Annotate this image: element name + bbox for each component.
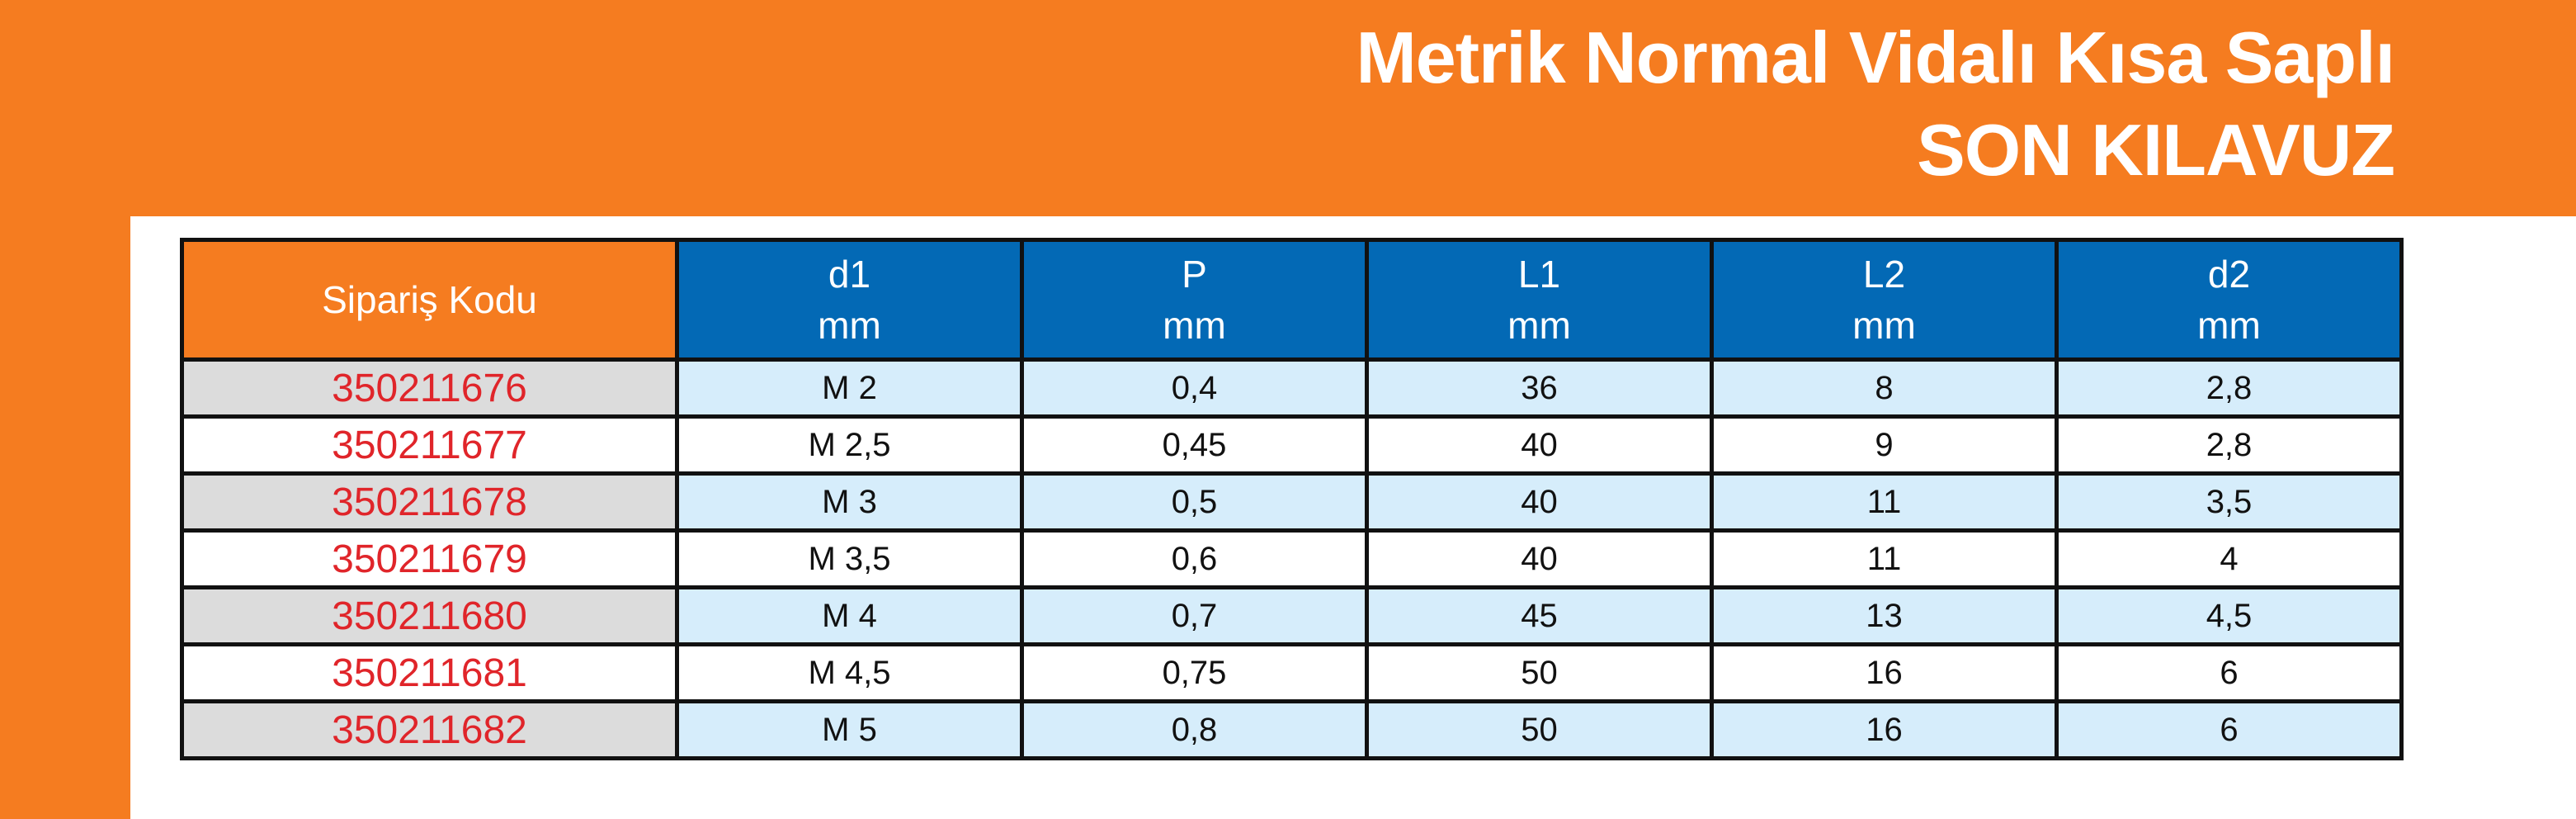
column-header-l2 [1712, 240, 2057, 360]
l2-cell: 16 [1712, 645, 2057, 702]
table-row [182, 702, 2402, 759]
p-cell: 0,45 [1022, 417, 1367, 474]
p-cell: 0,8 [1022, 702, 1367, 759]
table-header-row [182, 240, 2402, 360]
l1-cell: 40 [1367, 531, 1712, 588]
table-row [182, 474, 2402, 531]
d2-cell: 3,5 [2057, 474, 2402, 531]
order-code-cell: 350211679 [182, 531, 677, 588]
column-header-unit: mm [1163, 304, 1226, 347]
table-row [182, 588, 2402, 645]
p-cell: 0,75 [1022, 645, 1367, 702]
l1-cell: 45 [1367, 588, 1712, 645]
column-header-d1 [677, 240, 1022, 360]
title-line-1: Metrik Normal Vidalı Kısa Saplı [1356, 17, 2394, 98]
p-cell: 0,4 [1022, 360, 1367, 417]
title-block [1356, 12, 2395, 196]
d1-cell: M 5 [677, 702, 1022, 759]
table-row [182, 360, 2402, 417]
d2-cell: 6 [2057, 645, 2402, 702]
column-header-unit: mm [818, 304, 881, 347]
column-header-unit: mm [1507, 304, 1571, 347]
order-code-cell: 350211682 [182, 702, 677, 759]
header-band [0, 0, 2576, 216]
d2-cell: 2,8 [2057, 360, 2402, 417]
column-header-unit: mm [2197, 304, 2261, 347]
l1-cell: 40 [1367, 417, 1712, 474]
l1-cell: 36 [1367, 360, 1712, 417]
column-header-label: d2 [2207, 253, 2251, 296]
d1-cell: M 3,5 [677, 531, 1022, 588]
title-line-2: SON KILAVUZ [1917, 109, 2394, 191]
l2-cell: 13 [1712, 588, 2057, 645]
d2-cell: 4,5 [2057, 588, 2402, 645]
column-header-label: Sipariş Kodu [322, 278, 537, 321]
table-row [182, 645, 2402, 702]
order-code-cell: 350211681 [182, 645, 677, 702]
d1-cell: M 2,5 [677, 417, 1022, 474]
column-header-label: d1 [828, 253, 871, 296]
l2-cell: 16 [1712, 702, 2057, 759]
l2-cell: 11 [1712, 531, 2057, 588]
order-code-cell: 350211678 [182, 474, 677, 531]
l1-cell: 50 [1367, 702, 1712, 759]
l2-cell: 8 [1712, 360, 2057, 417]
order-code-cell: 350211676 [182, 360, 677, 417]
d1-cell: M 3 [677, 474, 1022, 531]
d1-cell: M 2 [677, 360, 1022, 417]
column-header-label: L2 [1862, 253, 1906, 296]
d2-cell: 4 [2057, 531, 2402, 588]
column-header-label: L1 [1517, 253, 1561, 296]
table-row [182, 531, 2402, 588]
table-row [182, 417, 2402, 474]
d1-cell: M 4,5 [677, 645, 1022, 702]
spec-table [180, 238, 2404, 760]
p-cell: 0,5 [1022, 474, 1367, 531]
l1-cell: 50 [1367, 645, 1712, 702]
d2-cell: 2,8 [2057, 417, 2402, 474]
column-header-unit: mm [1852, 304, 1916, 347]
l1-cell: 40 [1367, 474, 1712, 531]
order-code-cell: 350211680 [182, 588, 677, 645]
l2-cell: 9 [1712, 417, 2057, 474]
d1-cell: M 4 [677, 588, 1022, 645]
column-header-order-code [182, 240, 677, 360]
d2-cell: 6 [2057, 702, 2402, 759]
l2-cell: 11 [1712, 474, 2057, 531]
column-header-l1 [1367, 240, 1712, 360]
order-code-cell: 350211677 [182, 417, 677, 474]
column-header-d2 [2057, 240, 2402, 360]
p-cell: 0,7 [1022, 588, 1367, 645]
column-header-p [1022, 240, 1367, 360]
p-cell: 0,6 [1022, 531, 1367, 588]
column-header-label: P [1182, 253, 1207, 296]
